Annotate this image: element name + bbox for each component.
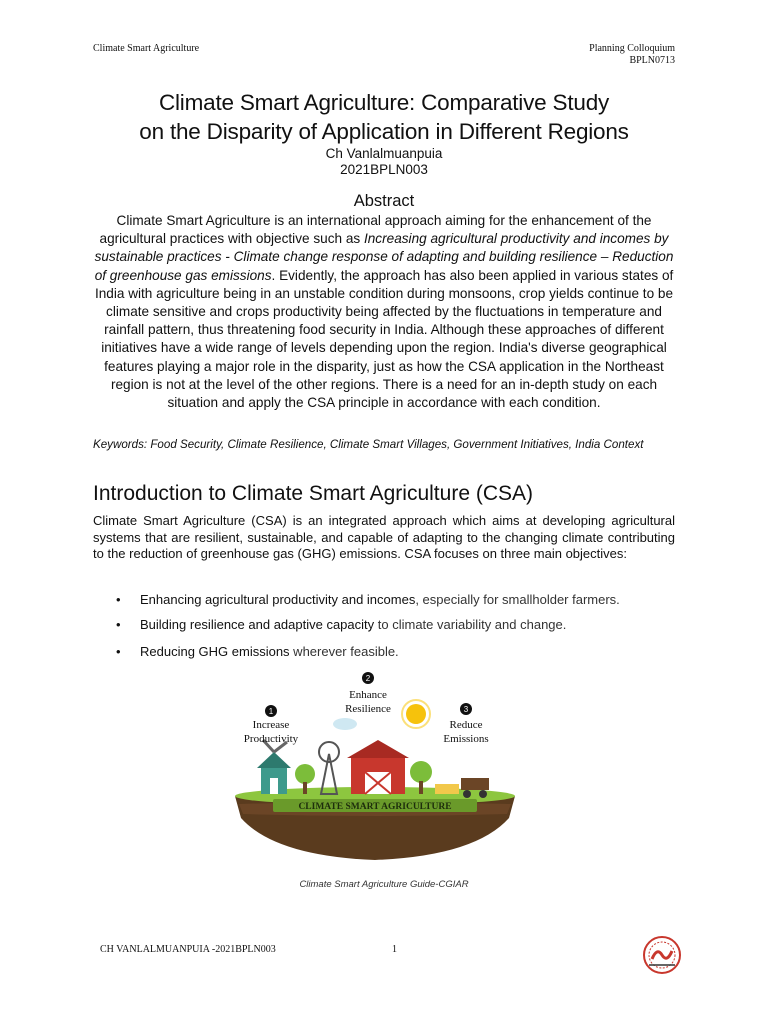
running-header-title: Climate Smart Agriculture xyxy=(93,43,200,54)
hay-bale xyxy=(447,784,459,794)
list-item xyxy=(116,617,566,632)
label-increase: Increase xyxy=(252,719,290,731)
cart-wheel xyxy=(463,790,471,798)
label-productivity: Productivity xyxy=(243,733,299,745)
abstract-objectives: Increasing agricultural productivity and incomes by sustainable practices - Climate change response of adapting and building resilience – Reduction of greenhouse gas emissions xyxy=(94,231,674,283)
tree-trunk xyxy=(303,782,307,794)
list-item xyxy=(116,644,399,659)
barn-roof xyxy=(347,740,409,758)
cloud xyxy=(333,718,357,730)
badge-1-text: 1 xyxy=(268,707,274,716)
author-name: Ch Vanlalmuanpuia xyxy=(325,146,443,161)
bullet-dot: • xyxy=(116,592,121,607)
course-code: BPLN0713 xyxy=(629,55,675,66)
introduction-paragraph: Climate Smart Agriculture (CSA) is an integrated approach which aims at developing agricultural systems that are resilient, sustainable, and capable of adapting to the changing climate contributing to the reduction of greenhouse gas (GHG) emissions. CSA focuses on three main objectives: xyxy=(93,513,675,561)
abstract-text-part-2: . Evidently, the approach has also been applied in various states of India with agriculture being in an unstable condition during monsoons, crop yields continue to be climate sensitive and crops productivity being affected by the fluctuations in temperature and rainfall pattern, thus threatening food security in India. Although these approaches of different initiatives have a wide range of levels depending upon the region. India's diverse geographical features playing a major role in the disparity, just as how the CSA application in the Northeast region is not at the level of the other regions. There is a need for an in-depth study on each situation and apply the CSA principle in accordance with each condition. xyxy=(94,267,674,411)
title-line-2: on the Disparity of Application in Different Regions xyxy=(139,119,629,144)
bullet-dot: • xyxy=(116,644,121,659)
page-number: 1 xyxy=(392,944,397,955)
label-resilience: Resilience xyxy=(345,703,391,715)
sun xyxy=(406,704,426,724)
abstract-text-part-1: Climate Smart Agriculture is an international approach aiming for the enhancement of the agricultural practices with objective such as xyxy=(99,213,652,247)
keywords: Keywords: Food Security, Climate Resilience, Climate Smart Villages, Government Initiatives, India Context xyxy=(93,438,644,451)
tree-trunk xyxy=(419,781,423,794)
running-header-course xyxy=(589,43,675,67)
paper-title xyxy=(60,88,708,146)
bullet-bold-text: Reducing GHG emissions xyxy=(140,644,290,659)
hay-bale xyxy=(435,784,447,794)
cart xyxy=(461,778,489,790)
badge-3-text: 3 xyxy=(463,705,469,714)
bullet-bold-text: Building resilience and adaptive capacity xyxy=(140,617,375,632)
label-emissions: Emissions xyxy=(443,733,489,745)
bullet-text: , especially for smallholder farmers. xyxy=(415,592,620,607)
abstract-heading: Abstract xyxy=(353,192,415,210)
course-name: Planning Colloquium xyxy=(589,43,675,54)
cart-wheel xyxy=(479,790,487,798)
house-door xyxy=(270,778,278,794)
csa-illustration xyxy=(225,668,525,868)
introduction-heading: Introduction to Climate Smart Agriculture (CSA) xyxy=(93,482,533,505)
label-reduce: Reduce xyxy=(449,719,483,731)
tree xyxy=(410,761,432,783)
roll-number: 2021BPLN003 xyxy=(340,162,428,177)
list-item xyxy=(116,592,620,607)
institution-logo-icon xyxy=(637,935,687,975)
bullet-bold-text: Enhancing agricultural productivity and incomes xyxy=(140,592,416,607)
bullet-dot: • xyxy=(116,617,121,632)
bullet-text: wherever feasible. xyxy=(289,644,399,659)
banner-text: CLIMATE SMART AGRICULTURE xyxy=(298,802,452,812)
footer-author: CH VANLALMUANPUIA -2021BPLN003 xyxy=(100,944,276,955)
tree xyxy=(295,764,315,784)
label-enhance: Enhance xyxy=(349,689,387,701)
figure-caption: Climate Smart Agriculture Guide-CGIAR xyxy=(299,879,469,890)
bullet-text: to climate variability and change. xyxy=(374,617,567,632)
house-roof xyxy=(257,752,291,768)
abstract-text xyxy=(93,212,675,412)
title-line-1: Climate Smart Agriculture: Comparative Study xyxy=(158,90,610,115)
badge-2-text: 2 xyxy=(365,674,371,683)
